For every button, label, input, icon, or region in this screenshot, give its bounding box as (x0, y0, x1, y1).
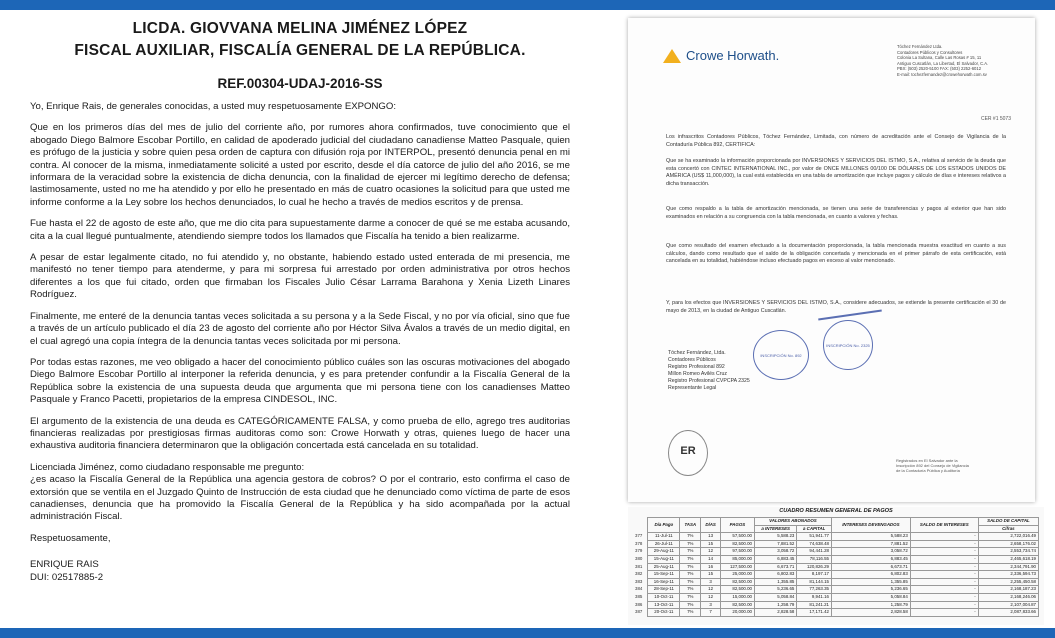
table-cell: 78,116.55 (797, 555, 832, 563)
table-cell: - (910, 609, 978, 617)
row-index: 387 (635, 609, 643, 615)
row-index: 386 (635, 601, 643, 607)
table-title: CUADRO RESUMEN GENERAL DE PAGOS (779, 508, 893, 514)
table-row (633, 540, 1039, 548)
table-cell: 12 (701, 593, 721, 601)
table-cell: - (910, 563, 978, 571)
signature-block (30, 559, 570, 584)
firm-address: Tóchez Fernández Ltda. Contadores Públicos y Consultores Colonia La Sultana, Calle Las Rosas # 15, 11 Antiguo Cuscatlán, La Libertad, El Salvador, C.A. PBX: (503) 2520-5100 FAX: (503) 2252-6012 E-mail: tochezfernandez@crowehorwath.com.sv (897, 44, 989, 77)
table-cell: 12 (701, 548, 721, 556)
table-cell: 11-Jul-11 (648, 533, 680, 541)
table-cell: 5,588.23 (754, 533, 796, 541)
table-cell: 10-Oct-11 (648, 593, 680, 601)
table-cell: 2,465,618.19 (978, 555, 1038, 563)
table-cell: 85,000.00 (720, 555, 754, 563)
table-cell: 5,236.65 (754, 586, 796, 594)
table-cell: 2,658,176.02 (978, 540, 1038, 548)
table-row (633, 555, 1039, 563)
table-row (633, 571, 1039, 579)
table-cell: 5,236.65 (831, 586, 910, 594)
table-cell: 15 (701, 571, 721, 579)
paragraph-2: Fue hasta el 22 de agosto de este año, que me dio cita para supuestamente darme a conocer de qué se me estaba acusando, cita a la cual llegué puntualmente, atendiendo siempre todos los llamados que Fiscalía ha tenido a bien realizarme. (30, 218, 570, 242)
table-cell: - (910, 533, 978, 541)
paragraph-4: Finalmente, me enteré de la denuncia tantas veces solicitada a su persona y a la Sede Fiscal, y no por vía oficial, sino que fue a través de un artículo publicado el día 23 de agosto del corriente año por Héctor Silva Ávalos a través de un medio digital, en el cual agregó una copia íntegra de la denuncia tantas veces solicitada por mi persona. (30, 310, 570, 347)
cert-signer: Tóchez Fernández, Ltda. Contadores Públicos Registro Profesional 892 Millon Romeo Avilés Cruz Registro Profesional CVPCPA 2325 Representante Legal (668, 350, 750, 391)
table-cell: 97,500.00 (720, 548, 754, 556)
table-cell: 2,828.58 (831, 609, 910, 617)
table-cell: 82,500.00 (720, 586, 754, 594)
bottom-border-bar (0, 628, 1055, 638)
col-dia-pago: Día Pago (648, 518, 680, 533)
table-cell: 29-Aug-11 (648, 548, 680, 556)
table-cell: 26-Jul-11 (648, 540, 680, 548)
table-cell: 1,355.85 (831, 578, 910, 586)
row-index: 382 (635, 571, 643, 577)
table-cell: - (910, 548, 978, 556)
table-cell: 7,881.52 (831, 540, 910, 548)
table-cell: 7% (680, 609, 701, 617)
table-cell: 6,802.83 (831, 571, 910, 579)
payments-table-image (628, 507, 1044, 625)
table-cell: 7% (680, 578, 701, 586)
col-a-intereses: a INTERESES (754, 525, 796, 533)
er-certification-logo: ER (668, 430, 708, 476)
table-cell: 12 (701, 586, 721, 594)
table-cell: 7% (680, 601, 701, 609)
row-index: 384 (635, 586, 643, 592)
table-row (633, 548, 1039, 556)
table-cell: 1,258.79 (831, 601, 910, 609)
table-row (633, 601, 1039, 609)
row-index: 380 (635, 555, 643, 561)
row-index: 383 (635, 578, 643, 584)
table-cell: - (910, 601, 978, 609)
cert-paragraph-1: Los infrascritos Contadores Públicos, Tóchez Fernández, Limitada, con número de acreditación ante el Consejo de Vigilancia de la Contaduría Pública 892, CERTIFICA: (666, 134, 1006, 148)
paragraph-3: A pesar de estar legalmente citado, no fui atendido y, no obstante, habiendo estado usted enterada de mi presencia, me manifestó no tener tiempo para atenderme, y para mi sorpresa fui arrestado por orden administrativa por otros hechos diferentes a los que fui citado, orden que firmaban los Fiscales Julio César Larrama Barahona y Xenia Lizeth Linares Rodríguez. (30, 252, 570, 301)
table-cell: 1,258.79 (754, 601, 796, 609)
col-a-capital: a CAPITAL (797, 525, 832, 533)
logo-text: Crowe Horwath. (686, 47, 780, 63)
table-cell: 2,168,246.06 (978, 593, 1038, 601)
table-cell: 2,722,016.49 (978, 533, 1038, 541)
cert-paragraph-4: Que como resultado del examen efectuado a la documentación proporcionada, la tabla mencionada muestra exactitud en cuanto a sus cálculos, dando como resultado que el saldo de la obligación concertada y mencionada en el primer párrafo de esta certificación, está cancelada en su totalidad, habiéndose incluso efectuado pagos en exceso al valor mencionado. (666, 243, 1006, 265)
table-cell: 20,000.00 (720, 609, 754, 617)
crowe-horwath-logo (663, 46, 779, 64)
table-cell: 20-Oct-11 (648, 609, 680, 617)
row-index: 379 (635, 548, 643, 554)
table-cell: - (910, 571, 978, 579)
paragraph-5: Por todas estas razones, me veo obligado a hacer del conocimiento público cuáles son las oscuras motivaciones del abogado Diego Balmore Escobar Portillo al interponer la referida denuncia, y es para pretender confundir a la Fiscalía General de la República sobre la existencia de una supuesta deuda que argumenta que mi persona tiene con los canadienses Matteo Pasquale y Franco Pacetti, propietarios de la empresa CINDESOL, INC. (30, 356, 570, 406)
table-cell: 7% (680, 593, 701, 601)
table-cell: 15-Aug-11 (648, 555, 680, 563)
col-saldo-intereses: SALDO DE INTERESES (910, 518, 978, 533)
table-cell: 5,058.84 (754, 593, 796, 601)
col-tasa: TASA (680, 518, 701, 533)
row-index: 378 (635, 540, 643, 546)
table-cell: - (910, 555, 978, 563)
signer-name: ENRIQUE RAIS (30, 559, 99, 571)
table-cell: 3 (701, 601, 721, 609)
row-index: 377 (635, 533, 643, 539)
table-cell: 6,673.71 (754, 563, 796, 571)
table-cell: 17,171.42 (797, 609, 832, 617)
table-cell: 74,638.48 (797, 540, 832, 548)
signer-dui: DUI: 02517885-2 (30, 571, 104, 583)
table-cell: 6,883.45 (754, 555, 796, 563)
table-cell: 7% (680, 533, 701, 541)
table-cell: 13-Oct-11 (648, 601, 680, 609)
table-cell: 81,144.15 (797, 578, 832, 586)
col-intereses-devengados: INTERESES DEVENGADOS (831, 518, 910, 533)
table-cell: 15,000.00 (720, 593, 754, 601)
paragraph-intro: Yo, Enrique Rais, de generales conocidas, a usted muy respetuosamente EXPONGO: (30, 101, 397, 112)
table-cell: - (910, 540, 978, 548)
table-cell: - (910, 593, 978, 601)
addressee-name: LICDA. GIOVVANA MELINA JIMÉNEZ LÓPEZ (132, 20, 468, 37)
certificate-number: CER #1 5073 (980, 116, 1011, 122)
table-cell: 82,500.00 (720, 540, 754, 548)
table-cell: 7% (680, 540, 701, 548)
table-cell: 51,941.77 (797, 533, 832, 541)
certificate-image (628, 18, 1035, 502)
addressee-title: FISCAL AUXILIAR, FISCALÍA GENERAL DE LA REPÚBLICA. (74, 42, 526, 59)
table-cell: 14 (701, 555, 721, 563)
table-cell: 8,197.17 (797, 571, 832, 579)
table-row (633, 609, 1039, 617)
table-cell: 16-Sep-11 (648, 578, 680, 586)
table-cell: 13 (701, 533, 721, 541)
table-cell: 2,107,004.87 (978, 601, 1038, 609)
table-cell: 5,588.23 (831, 533, 910, 541)
col-saldo-capital: SALDO DE CAPITAL (978, 518, 1038, 526)
table-cell: 94,441.28 (797, 548, 832, 556)
table-cell: 127,500.00 (720, 563, 754, 571)
table-cell: 82,500.00 (720, 578, 754, 586)
letter-column (30, 18, 570, 584)
table-cell: - (910, 578, 978, 586)
paragraph-7: Licenciada Jiménez, como ciudadano responsable me pregunto: ¿es acaso la Fiscalía General de la República una agencia gestora de cobros? O por el contrario, esto confirma el caso de extorsión que se ventila en el Juzgado Quinto de Instrucción de esta ciudad que he denunciado como víctima de parte de esos canadienses, denuncia que ha promovido la Fiscalía General de la República y ha sido acompañada por la actual administración Fiscal. (30, 461, 570, 523)
table-cell: 7,881.52 (754, 540, 796, 548)
table-cell: 82,500.00 (720, 601, 754, 609)
row-index: 385 (635, 593, 643, 599)
paragraph-6: El argumento de la existencia de una deuda es CATEGÓRICAMENTE FALSA, y como prueba de ello, agrego tres auditorias financieras realizadas por prestigiosas firmas auditoras como son: Crowe Horwath y otras, quienes luego de hacer una exhaustiva auditoria financiera determinaron que la obligación concertada está cancelada en su totalidad. (30, 415, 570, 452)
triangle-logo-icon (663, 46, 681, 64)
table-cell: 2,828.58 (754, 609, 796, 617)
table-cell: 6,802.83 (754, 571, 796, 579)
table-cell: 2,344,791.90 (978, 563, 1038, 571)
cert-paragraph-2: Que se ha examinado la información proporcionada por INVERSIONES Y SERVICIOS DEL ISTMO, S.A., relativa al servicio de la deuda que esta concertó con CINTEC INTERNATIONAL INC., por valor de ONCE MILLONES 00/100 DE DÓLARES DE LOS ESTADOS UNIDOS DE AMÉRICA (US$ 11,000,000), la cual está establecida en una tabla de amortización que incluye pagos y cálculo de días e intereses relativos a dicha transacción. (666, 158, 1006, 187)
reference-number: REF.00304-UDAJ-2016-SS (217, 76, 383, 91)
table-cell: 16 (701, 563, 721, 571)
notary-seal-1: INSCRIPCIÓN No. 892 (753, 330, 809, 380)
payments-table (633, 517, 1039, 617)
table-cell: 6,673.71 (831, 563, 910, 571)
table-cell: 77,263.35 (797, 586, 832, 594)
col-dias: DÍAS (701, 518, 721, 533)
table-cell: 2,553,734.74 (978, 548, 1038, 556)
table-cell: 7 (701, 609, 721, 617)
table-cell: 120,826.29 (797, 563, 832, 571)
table-cell: 7% (680, 548, 701, 556)
table-cell: 7% (680, 571, 701, 579)
col-cifras: Cifras (978, 525, 1038, 533)
table-cell: 2,336,594.73 (978, 571, 1038, 579)
col-valores-abonados: VALORES ABONADOS (754, 518, 831, 526)
table-cell: 2,087,833.66 (978, 609, 1038, 617)
col-pagos: PAGOS (720, 518, 754, 533)
cert-paragraph-5: Y, para los efectos que INVERSIONES Y SERVICIOS DEL ISTMO, S.A., considere adecuados, se extiende la presente certificación el 30 de mayo de 2013, en la ciudad de Antiguo Cuscatlán. (666, 300, 1006, 314)
table-cell: 25-Aug-11 (648, 563, 680, 571)
top-border-bar (0, 0, 1055, 10)
notary-seal-2: INSCRIPCIÓN No. 2325 (823, 320, 873, 370)
table-cell: 25,000.00 (720, 571, 754, 579)
table-row (633, 586, 1039, 594)
cert-footer-note: Registrados en El Salvador ante la Inscripción 892 del Consejo de Vigilancia de la Contaduría Pública y Auditoría (896, 458, 969, 473)
table-cell: 15-Sep-11 (648, 571, 680, 579)
table-cell: 3 (701, 578, 721, 586)
table-cell: 81,241.21 (797, 601, 832, 609)
table-row (633, 593, 1039, 601)
table-row (633, 578, 1039, 586)
row-index: 381 (635, 563, 643, 569)
table-cell: 2,168,187.23 (978, 586, 1038, 594)
table-cell: 2,255,450.58 (978, 578, 1038, 586)
table-cell: 15 (701, 540, 721, 548)
table-cell: 7% (680, 563, 701, 571)
table-cell: 1,355.85 (754, 578, 796, 586)
table-cell: 3,058.72 (831, 548, 910, 556)
table-row (633, 533, 1039, 541)
table-cell: 6,883.45 (831, 555, 910, 563)
table-cell: 3,058.72 (754, 548, 796, 556)
table-cell: 9,941.16 (797, 593, 832, 601)
cert-paragraph-3: Que como respaldo a la tabla de amortización mencionada, se tienen una serie de transferencias y pagos al exterior que han sido examinados en relación a su congruencia con la tabla mencionada, en cuanto a valores y fechas. (666, 206, 1006, 220)
table-cell: 5,058.84 (831, 593, 910, 601)
table-cell: 57,500.00 (720, 533, 754, 541)
paragraph-1: Que en los primeros días del mes de julio del corriente año, por rumores ahora confirmados, tuve conocimiento que el abogado Diego Balmore Escobar Portillo, en calidad de apoderado judicial del ciudadano canadiense Matteo Pasquale, quien es prófugo de la justicia y sobre quien pesa orden de captura con difusión roja por INTERPOL, presentó denuncia penal en mi contra. Al conocer de la misma, inmediatamente solicité a usted por escrito, desde el día catorce de julio del año 2016, se me informara de la veracidad sobre la existencia de dicha denuncia, con la finalidad de ejercer mi legítimo derecho de defensa; lastimosamente, usted no me ha atendido y por ello he presentado en más de cuatro ocasiones la solicitud para que usted me informe conforme a la Ley sobre los hechos denunciados, lo cual he hecho a través de medios escritos y de prensa. (30, 122, 570, 208)
table-cell: - (910, 586, 978, 594)
table-cell: 7% (680, 555, 701, 563)
table-row (633, 563, 1039, 571)
table-cell: 28-Sep-11 (648, 586, 680, 594)
closing: Respetuosamente, (30, 532, 111, 544)
table-cell: 7% (680, 586, 701, 594)
